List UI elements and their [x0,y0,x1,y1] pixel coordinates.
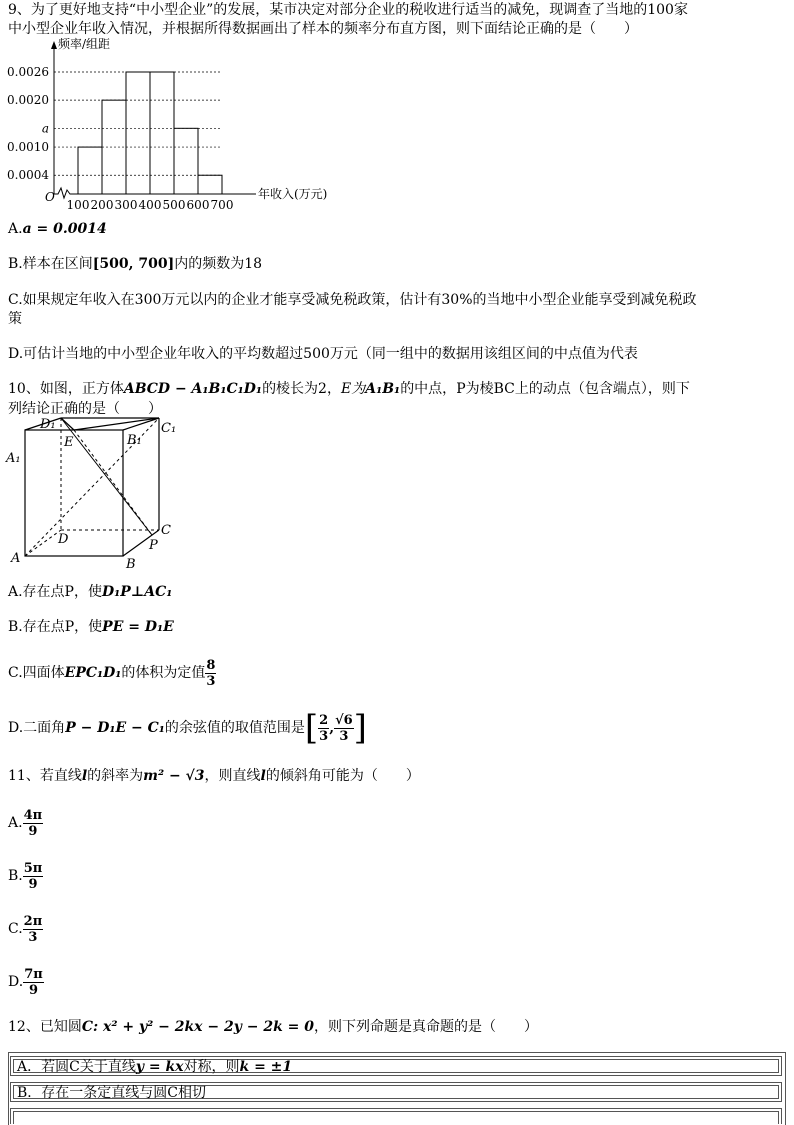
q11-option-a: A. $\frac{4\pi}{9}$ [8,807,43,839]
q10-option-a-math: D₁P⊥AC₁ [101,584,173,600]
y-axis-arrow [51,41,57,49]
x-tick-label: 100 [66,198,90,212]
x-axis-label: 年收入(万元) [258,187,328,201]
y-axis-label: 频率/组距 [58,37,111,51]
q9-option-c-line1: C.如果规定年收入在300万元以内的企业才能享受减免税政策，估计有30%的当地中小型企业能享受到减免税政 [8,292,697,308]
q11-stem-l2: l [260,768,266,784]
label-e: E [64,435,74,450]
histogram-bar [174,128,198,194]
label-p: P [149,538,158,553]
q10-option-a [8,582,172,602]
q10-stem-a1b1: A₁B₁ [365,381,401,397]
q9-option-b-math: [500, 700] [92,256,175,272]
label-b: B [126,557,136,572]
q10-option-c [8,656,216,690]
q11-stem-l: l [81,768,88,784]
q10-option-d-math: P − D₁E − C₁ [65,720,165,736]
y-tick-label: 0.0026 [7,65,49,79]
edge-ad-hidden [25,530,61,556]
histogram-bar [78,147,102,194]
q12-stem-pre: 12、已知圆 [8,1019,82,1035]
q12-stem [8,1017,538,1037]
label-d: D [58,532,69,547]
q10-option-c-pre: C.四面体 [8,665,65,681]
axis-break [54,188,72,198]
q11-option-d: D. $\frac{7\pi}{9}$ [8,966,43,998]
seg-ec1 [74,418,159,430]
x-tick-label: 500 [162,198,186,212]
bracket-right: ] [353,708,367,748]
q10-stem-mid2: 的中点， [400,381,457,397]
q11-option-b: B. $\frac{5\pi}{9}$ [8,860,43,892]
x-ticks [67,198,234,212]
seg-d1e [61,418,74,430]
bars [78,72,222,194]
origin-label: O [45,190,55,204]
q10-option-c-fraction: $\frac{8}{3}$ [206,657,216,689]
q10-stem-pre: 10、如图，正方体 [8,381,124,397]
q10-option-c-math: EPC₁D₁ [64,665,122,681]
q12-stem-math: C: x² + y² − 2kx − 2y − 2k = 0 [81,1019,314,1035]
x-tick-label: 400 [138,198,162,212]
q9-option-b [8,254,262,274]
q9-option-a-math: a = 0.0014 [22,221,107,237]
q11-stem-mid2: ，则直线 [204,768,261,784]
q12-row-c [10,1108,782,1124]
q10-option-d-frac2: $\frac{√6}{3}$ [335,712,353,744]
q12-row-b: B．存在一条定直线与圆C相切 [10,1082,782,1102]
q10-stem-line1 [8,379,690,399]
x-tick-label: 300 [114,198,138,212]
x-tick-label: 200 [90,198,114,212]
q10-option-b [8,617,174,637]
q11-stem-mid: 的斜率为 [87,768,144,784]
x-tick-label: 600 [186,198,210,212]
q9-stem-line2: 中小型企业年收入情况，并根据所得数据画出了样本的频率分布直方图，则下面结论正确的是（ ） [8,21,638,37]
q10-stem-line2: 列结论正确的是（ ） [8,401,162,417]
bracket-left: [ [304,708,319,748]
q10-stem-e: E为 [340,381,366,397]
q10-option-d: D.二面角P − D₁E − C₁的余弦值的取值范围是[ $\frac{2}{3}$ , $\frac{√6}{3}$ ] [8,708,367,748]
cube-front-face [25,430,123,556]
q9-option-b-post: 内的频数为18 [174,256,263,272]
q9-stem-line1: 9、为了更好地支持“中小型企业”的发展，某市决定对部分企业的税收进行适当的减免，现调查了当地的100家 [8,2,688,18]
y-tick-label: 0.0004 [7,168,49,183]
q10-option-b-pre: B.存在点P，使 [8,619,103,635]
q10-stem-p: P为棱BC上的动点（包含端点），则下 [456,381,690,397]
y-tick-label: 0.0010 [7,140,49,155]
q10-option-a-pre: A.存在点P，使 [8,584,102,600]
label-c: C [161,523,171,538]
q11-option-c: C. $\frac{2\pi}{3}$ [8,913,43,945]
q10-cube-figure [0,414,200,574]
y-ticks [7,65,222,182]
q10-stem-cube: ABCD − A₁B₁C₁D₁ [123,381,263,397]
q11-stem-post: 的倾斜角可能为（ ） [265,768,420,784]
q10-option-d-post: 的余弦值的取值范围是 [164,720,305,736]
q9-histogram [0,37,328,212]
label-a1: A₁ [6,451,21,466]
q11-stem-pre: 11、若直线 [8,768,82,784]
q11-stem [8,766,420,786]
label-c1: C₁ [161,421,177,436]
q10-stem-mid1: 的棱长为2， [262,381,341,397]
histogram-bar [150,72,174,194]
q10-option-b-math: PE = D₁E [102,619,174,635]
label-a: A [11,551,21,566]
histogram-bar [198,175,222,194]
q12-stem-post: ，则下列命题是真命题的是（ ） [314,1019,538,1035]
label-d1: D₁ [40,417,56,432]
q9-option-a-label: A. [8,221,23,237]
q12-row-a: A．若圆C关于直线y = kx对称，则k = ±1 [10,1056,782,1076]
q9-option-b-pre: B.样本在区间 [8,256,93,272]
q10-option-d-pre: D.二面角 [8,720,66,736]
y-tick-label: a [41,121,49,136]
y-tick-label: 0.0020 [7,93,49,108]
label-b1: B₁ [127,433,142,448]
q10-option-d-frac1: $\frac{2}{3}$ [319,712,329,744]
q11-stem-math: m² − √3 [143,768,205,784]
histogram-bar [126,72,150,194]
q9-option-c-line2: 策 [8,311,22,327]
q9-option-a [8,219,107,239]
edge-b1c1 [123,418,159,430]
q9-option-d: D.可估计当地的中小型企业年收入的平均数超过500万元（同一组中的数据用该组区间的中点值为代表 [8,346,638,362]
q10-option-c-post: 的体积为定值 [121,665,206,681]
x-tick-label: 700 [210,198,234,212]
